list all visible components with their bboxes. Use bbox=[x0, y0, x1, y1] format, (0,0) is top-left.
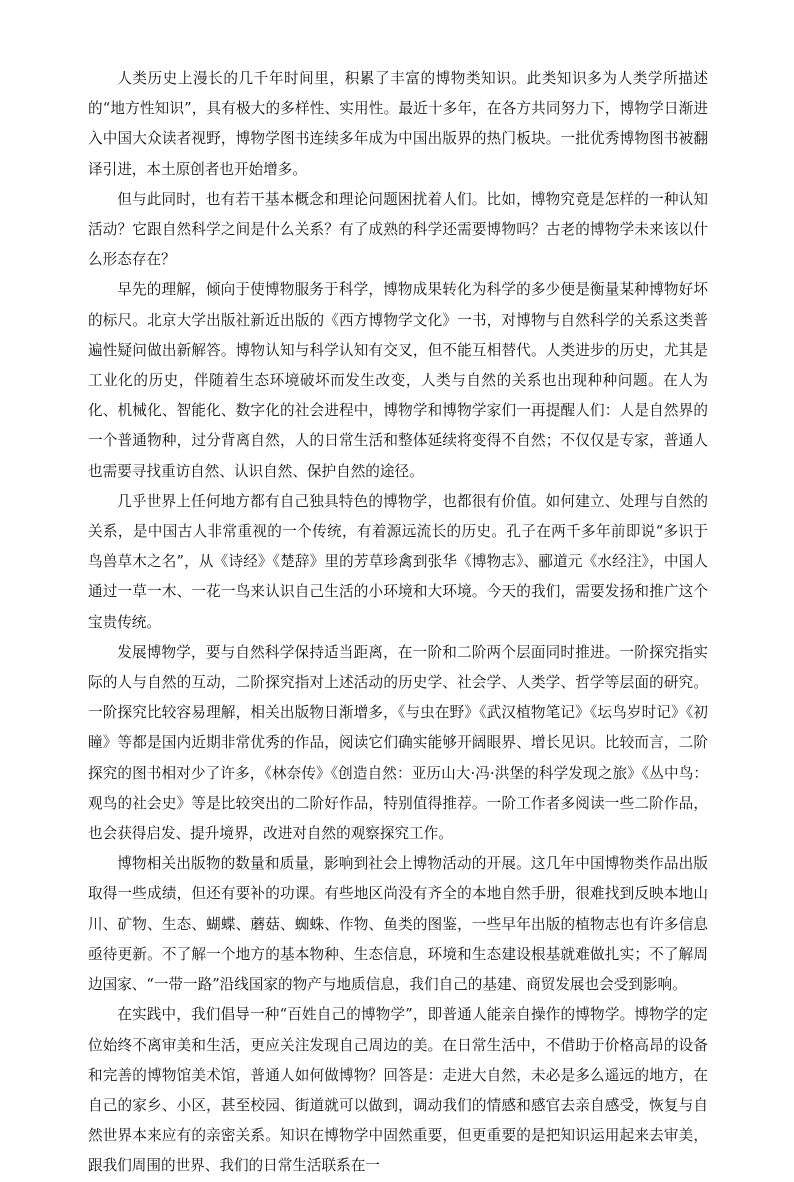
paragraph-7: 在实践中，我们倡导一种“百姓自己的博物学”，即普通人能亲自操作的博物学。博物学的定位始终不离审美和生活，更应关注发现自己周边的美。在日常生活中，不借助于价格高昂的设备和完善的博物馆美术馆，普通人如何做博物？回答是：走进大自然，未必是多么遥远的地方，在自己的家乡、小区，甚至校园、街道就可以做到，调动我们的情感和感官去亲自感受，恢复与自然世界本来应有的亲密关系。知识在博物学中固然重要，但更重要的是把知识运用起来去审美，跟我们周围的世界、我们的日常生活联系在一 bbox=[88, 1006, 708, 1175]
article-body bbox=[88, 64, 708, 1182]
paragraph-6: 博物相关出版物的数量和质量，影响到社会上博物活动的开展。这几年中国博物类作品出版取得一些成绩，但还有要补的功课。有些地区尚没有齐全的本地自然手册，很难找到反映本地山川、矿物、生态、蝴蝶、蘑菇、蜘蛛、作物、鱼类的图鉴，一些早年出版的植物志也有许多信息亟待更新。不了解一个地方的基本物种、生态信息，环境和生态建设根基就难做扎实；不了解周边国家、“一带一路”沿线国家的物产与地质信息，我们自己的基建、商贸发展也会受到影响。 bbox=[88, 855, 708, 994]
paragraph-2: 但与此同时，也有若干基本概念和理论问题困扰着人们。比如，博物究竟是怎样的一种认知活动？它跟自然科学之间是什么关系？有了成熟的科学还需要博物吗？古老的博物学未来该以什么形态存在？ bbox=[88, 190, 708, 269]
paragraph-1: 人类历史上漫长的几千年时间里，积累了丰富的博物类知识。此类知识多为人类学所描述的“地方性知识”，具有极大的多样性、实用性。最近十多年，在各方共同努力下，博物学日渐进入中国大众读者视野，博物学图书连续多年成为中国出版界的热门板块。一批优秀博物图书被翻译引进，本土原创者也开始增多。 bbox=[88, 70, 708, 178]
paragraph-4: 几乎世界上任何地方都有自己独具特色的博物学，也都很有价值。如何建立、处理与自然的关系，是中国古人非常重视的一个传统，有着源远流长的历史。孔子在两千多年前即说“多识于鸟兽草木之名”，从《诗经》《楚辞》里的芳草珍禽到张华《博物志》、郦道元《水经注》，中国人通过一草一木、一花一鸟来认识自己生活的小环境和大环境。今天的我们，需要发扬和推广这个宝贵传统。 bbox=[88, 492, 708, 631]
paragraph-3: 早先的理解，倾向于使博物服务于科学，博物成果转化为科学的多少便是衡量某种博物好坏的标尺。北京大学出版社新近出版的《西方博物学文化》一书，对博物与自然科学的关系这类普遍性疑问做出新解答。博物认知与科学认知有交叉，但不能互相替代。人类进步的历史，尤其是工业化的历史，伴随着生态环境破坏而发生改变，人类与自然的关系也出现种种问题。在人为化、机械化、智能化、数字化的社会进程中，博物学和博物学家们一再提醒人们：人是自然界的一个普通物种，过分背离自然，人的日常生活和整体延续将变得不自然；不仅仅是专家，普通人也需要寻找重访自然、认识自然、保护自然的途径。 bbox=[88, 281, 708, 480]
paragraph-5: 发展博物学，要与自然科学保持适当距离，在一阶和二阶两个层面同时推进。一阶探究指实际的人与自然的互动，二阶探究指对上述活动的历史学、社会学、人类学、哲学等层面的研究。一阶探究比较容易理解，相关出版物日渐增多，《与虫在野》《武汉植物笔记》《坛鸟岁时记》《初瞳》等都是国内近期非常优秀的作品，阅读它们确实能够开阔眼界、增长见识。比较而言，二阶探究的图书相对少了许多，《林奈传》《创造自然：亚历山大·冯·洪堡的科学发现之旅》《丛中鸟：观鸟的社会史》等是比较突出的二阶好作品，特别值得推荐。一阶工作者多阅读一些二阶作品，也会获得启发、提升境界，改进对自然的观察探究工作。 bbox=[88, 643, 708, 843]
